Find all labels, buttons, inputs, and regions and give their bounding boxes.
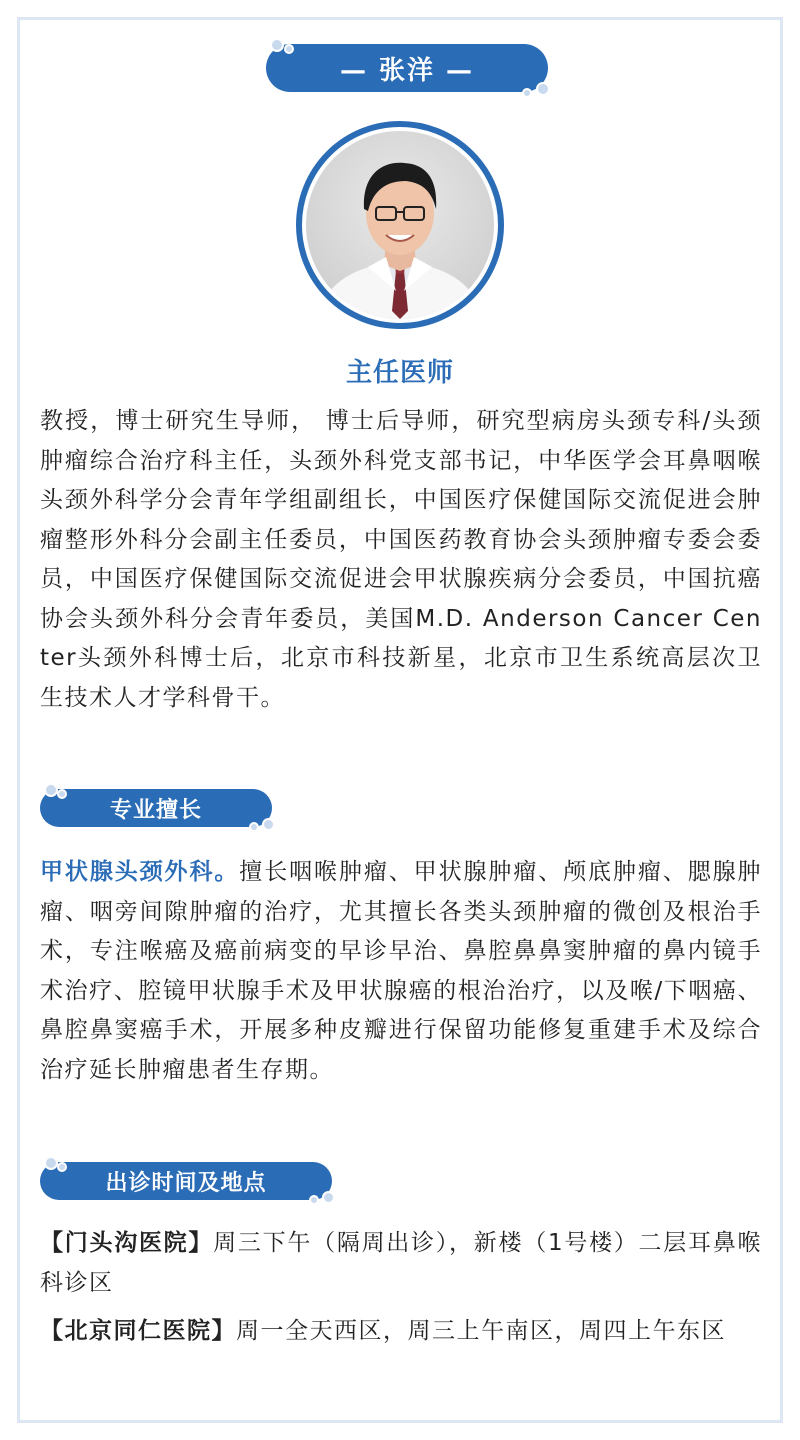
decor-dot xyxy=(44,1156,58,1170)
decor-dot xyxy=(284,44,294,54)
decor-dot xyxy=(249,822,259,832)
decor-dot xyxy=(44,783,58,797)
decor-dot xyxy=(536,82,550,96)
decor-dot xyxy=(57,789,67,799)
doctor-avatar xyxy=(296,121,504,329)
doctor-title: 主任医师 xyxy=(345,358,454,388)
specialty-heading: 专业擅长 xyxy=(40,789,272,827)
doctor-name-banner: — 张洋 — xyxy=(266,44,548,92)
schedule-heading: 出诊时间及地点 xyxy=(40,1162,332,1200)
schedule-item xyxy=(40,1312,762,1352)
doctor-portrait-icon xyxy=(306,131,494,319)
decor-dot xyxy=(322,1191,335,1204)
schedule-detail: 周一全天西区，周三上午南区，周四上午东区 xyxy=(236,1318,726,1344)
decor-dot xyxy=(522,88,532,98)
schedule-hospital: 【门头沟医院】 xyxy=(40,1230,214,1256)
decor-dot xyxy=(309,1195,319,1205)
specialty-text: 擅长咽喉肿瘤、甲状腺肿瘤、颅底肿瘤、腮腺肿瘤、咽旁间隙肿瘤的治疗，尤其擅长各类头颈肿瘤的微创及根治手术，专注喉癌及癌前病变的早诊早治、鼻腔鼻鼻窦肿瘤的鼻内镜手术治疗、腔镜甲状腺手术及甲状腺癌的根治治疗，以及喉/下咽癌、鼻腔鼻窦癌手术，开展多种皮瓣进行保留功能修复重建手术及综合治疗延长肿瘤患者生存期。 xyxy=(40,859,763,1083)
decor-dot xyxy=(57,1162,67,1172)
decor-dot xyxy=(270,38,284,52)
doctor-bio: 教授，博士研究生导师， 博士后导师，研究型病房头颈专科/头颈肿瘤综合治疗科主任，头颈外科党支部书记，中华医学会耳鼻咽喉头颈外科学分会青年学组副组长，中国医疗保健国际交流促进会肿瘤整形外科分会副主任委员，中国医药教育协会头颈肿瘤专委会委员，中国医疗保健国际交流促进会甲状腺疾病分会委员，中国抗癌协会头颈外科分会青年委员，美国M.D. Anderson Cancer Center头颈外科博士后，北京市科技新星，北京市卫生系统高层次卫生技术人才学科骨干。 xyxy=(40,408,762,711)
schedule-item xyxy=(40,1224,762,1303)
specialty-paragraph xyxy=(40,853,762,1090)
specialty-highlight: 甲状腺头颈外科。 xyxy=(40,859,240,885)
decor-dot xyxy=(262,818,275,831)
schedule-hospital: 【北京同仁医院】 xyxy=(40,1318,236,1344)
schedule-detail: 周三下午（隔周出诊），新楼（1号楼）二层耳鼻喉科诊区 xyxy=(40,1230,762,1296)
